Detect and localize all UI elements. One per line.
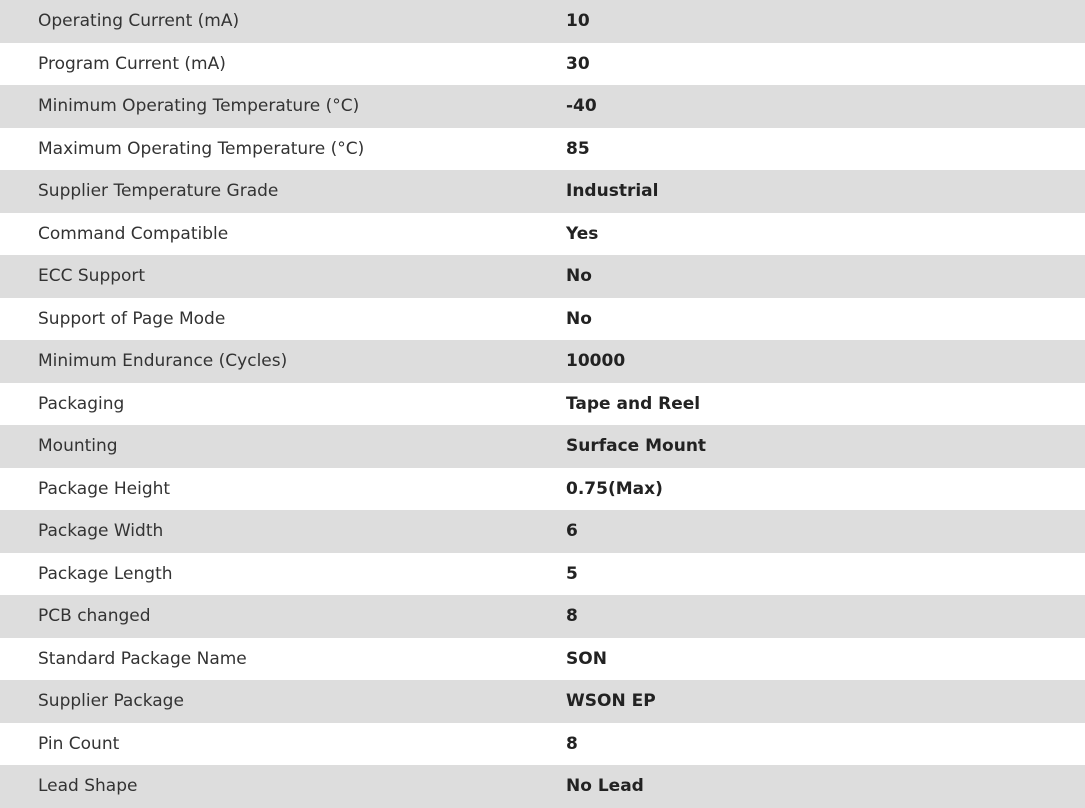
- spec-value: No: [566, 308, 592, 329]
- spec-value: 8: [566, 733, 578, 754]
- spec-label: Minimum Endurance (Cycles): [38, 351, 288, 372]
- spec-row-program-current: [0, 43, 1085, 86]
- spec-row-max-operating-temperature: [0, 128, 1085, 171]
- spec-row-page-mode-support: [0, 298, 1085, 341]
- spec-value: No Lead: [566, 776, 644, 797]
- spec-label: Standard Package Name: [38, 648, 247, 669]
- spec-label: PCB changed: [38, 606, 151, 627]
- spec-row-operating-current: [0, 0, 1085, 43]
- spec-label: Supplier Temperature Grade: [38, 181, 279, 202]
- spec-label: Operating Current (mA): [38, 11, 240, 32]
- spec-row-package-length: [0, 553, 1085, 596]
- spec-row-supplier-package: [0, 680, 1085, 723]
- spec-label: Pin Count: [38, 733, 120, 754]
- spec-value: WSON EP: [566, 691, 656, 712]
- spec-label: Package Height: [38, 478, 171, 499]
- spec-value: Industrial: [566, 181, 659, 202]
- spec-row-mounting: [0, 425, 1085, 468]
- spec-row-lead-shape: [0, 765, 1085, 808]
- spec-label: ECC Support: [38, 266, 146, 287]
- spec-value: 0.75(Max): [566, 478, 663, 499]
- spec-value: Surface Mount: [566, 436, 707, 457]
- spec-value: 8: [566, 606, 578, 627]
- spec-value: Tape and Reel: [566, 393, 701, 414]
- spec-row-ecc-support: [0, 255, 1085, 298]
- spec-label: Program Current (mA): [38, 53, 226, 74]
- spec-row-pcb-changed: [0, 595, 1085, 638]
- spec-value: 5: [566, 563, 578, 584]
- spec-value: 10000: [566, 351, 626, 372]
- spec-row-temperature-grade: [0, 170, 1085, 213]
- spec-label: Mounting: [38, 436, 118, 457]
- spec-row-packaging: [0, 383, 1085, 426]
- spec-label: Support of Page Mode: [38, 308, 226, 329]
- spec-value: 85: [566, 138, 590, 159]
- spec-label: Command Compatible: [38, 223, 229, 244]
- spec-label: Package Width: [38, 521, 164, 542]
- spec-label: Maximum Operating Temperature (°C): [38, 138, 365, 159]
- spec-row-min-operating-temperature: [0, 85, 1085, 128]
- spec-value: No: [566, 266, 592, 287]
- spec-row-package-height: [0, 468, 1085, 511]
- spec-label: Supplier Package: [38, 691, 184, 712]
- spec-row-package-width: [0, 510, 1085, 553]
- spec-value: -40: [566, 96, 597, 117]
- spec-value: Yes: [566, 223, 599, 244]
- spec-row-pin-count: [0, 723, 1085, 766]
- spec-row-min-endurance: [0, 340, 1085, 383]
- spec-label: Package Length: [38, 563, 173, 584]
- spec-label: Lead Shape: [38, 776, 138, 797]
- spec-value: 30: [566, 53, 590, 74]
- spec-value: 10: [566, 11, 590, 32]
- spec-value: 6: [566, 521, 578, 542]
- spec-row-standard-package-name: [0, 638, 1085, 681]
- spec-label: Minimum Operating Temperature (°C): [38, 96, 360, 117]
- spec-row-command-compatible: [0, 213, 1085, 256]
- spec-label: Packaging: [38, 393, 125, 414]
- spec-value: SON: [566, 648, 607, 669]
